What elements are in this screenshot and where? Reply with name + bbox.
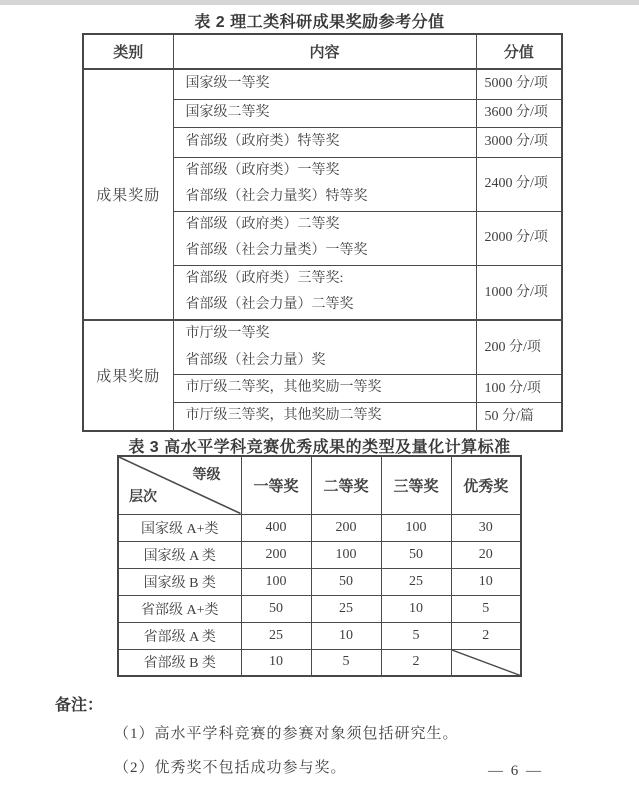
note-item-2: （2）优秀奖不包括成功参与奖。 bbox=[114, 760, 347, 776]
value-cell: 10 bbox=[451, 568, 521, 595]
table-row bbox=[118, 622, 521, 649]
score-cell: 1000 分/项 bbox=[476, 265, 562, 320]
content-cell bbox=[173, 157, 476, 211]
value-cell: 10 bbox=[381, 595, 451, 622]
content-cell: 省部级（政府类）特等奖 bbox=[173, 127, 476, 157]
value-cell: 5 bbox=[451, 595, 521, 622]
table3-col-excellence-prize: 优秀奖 bbox=[451, 456, 521, 514]
value-cell: 400 bbox=[241, 514, 311, 541]
content-line: 省部级（社会力量）奖 bbox=[185, 352, 326, 368]
table2-header-score: 分值 bbox=[476, 34, 562, 69]
empty-slash-cell bbox=[451, 649, 521, 676]
value-cell: 100 bbox=[381, 514, 451, 541]
value-cell: 25 bbox=[241, 622, 311, 649]
content-cell bbox=[173, 265, 476, 320]
value-cell: 10 bbox=[311, 622, 381, 649]
table3-col-second-prize: 二等奖 bbox=[311, 456, 381, 514]
page-number: — 6 — bbox=[488, 763, 543, 779]
content-cell: 国家级一等奖 bbox=[173, 69, 476, 99]
value-cell: 100 bbox=[311, 541, 381, 568]
table-row bbox=[118, 568, 521, 595]
value-cell: 25 bbox=[381, 568, 451, 595]
table2-title: 表 2 理工类科研成果奖励参考分值 bbox=[194, 14, 445, 31]
score-cell: 2400 分/项 bbox=[476, 157, 562, 211]
level-cell: 省部级 B 类 bbox=[118, 649, 241, 676]
score-cell: 3000 分/项 bbox=[476, 127, 562, 157]
table3-header-row bbox=[118, 456, 521, 514]
value-cell: 20 bbox=[451, 541, 521, 568]
table3-col-first-prize: 一等奖 bbox=[241, 456, 311, 514]
table2-research-awards bbox=[82, 33, 563, 432]
scan-top-bar bbox=[0, 0, 639, 5]
score-cell: 200 分/项 bbox=[476, 320, 562, 375]
level-cell: 国家级 B 类 bbox=[118, 568, 241, 595]
table3-competition-standards bbox=[117, 455, 522, 677]
notes-label: 备注： bbox=[55, 697, 104, 714]
diagonal-header-cell bbox=[118, 456, 241, 514]
table-row bbox=[83, 69, 562, 99]
category-cell: 成果奖励 bbox=[83, 320, 173, 431]
value-cell: 50 bbox=[381, 541, 451, 568]
value-cell: 50 bbox=[311, 568, 381, 595]
level-cell: 国家级 A+类 bbox=[118, 514, 241, 541]
table-row bbox=[83, 320, 562, 375]
value-cell: 2 bbox=[381, 649, 451, 676]
value-cell: 5 bbox=[311, 649, 381, 676]
table2-header-row bbox=[83, 34, 562, 69]
value-cell: 25 bbox=[311, 595, 381, 622]
diagonal-header-grade-label: 等级 bbox=[192, 466, 221, 482]
score-cell: 3600 分/项 bbox=[476, 99, 562, 127]
content-line: 省部级（社会力量奖）特等奖 bbox=[185, 189, 368, 205]
content-cell: 市厅级二等奖，其他奖励一等奖 bbox=[173, 375, 476, 403]
level-cell: 省部级 A+类 bbox=[118, 595, 241, 622]
value-cell: 5 bbox=[381, 622, 451, 649]
table-row bbox=[118, 541, 521, 568]
value-cell: 50 bbox=[241, 595, 311, 622]
content-line: 省部级（社会力量）二等奖 bbox=[185, 297, 354, 313]
diagonal-header-level-label: 层次 bbox=[129, 487, 157, 504]
content-cell: 市厅级三等奖，其他奖励二等奖 bbox=[173, 403, 476, 431]
value-cell: 30 bbox=[451, 514, 521, 541]
value-cell: 10 bbox=[241, 649, 311, 676]
score-cell: 100 分/项 bbox=[476, 375, 562, 403]
table2-header-content: 内容 bbox=[173, 34, 476, 69]
content-line: 省部级（社会力量类）一等奖 bbox=[185, 243, 368, 259]
table3-title: 表 3 高水平学科竞赛优秀成果的类型及量化计算标准 bbox=[128, 439, 511, 456]
table-row bbox=[118, 595, 521, 622]
value-cell: 200 bbox=[241, 541, 311, 568]
table-row bbox=[118, 649, 521, 676]
content-line: 市厅级一等奖 bbox=[185, 326, 270, 342]
table2-header-category: 类别 bbox=[83, 34, 173, 69]
level-cell: 国家级 A 类 bbox=[118, 541, 241, 568]
content-line: 省部级（政府类）三等奖: bbox=[185, 270, 344, 286]
value-cell: 2 bbox=[451, 622, 521, 649]
content-line: 省部级（政府类）二等奖 bbox=[185, 216, 340, 232]
score-cell: 2000 分/项 bbox=[476, 211, 562, 265]
table-row bbox=[118, 514, 521, 541]
score-cell: 50 分/篇 bbox=[476, 403, 562, 431]
value-cell: 100 bbox=[241, 568, 311, 595]
value-cell: 200 bbox=[311, 514, 381, 541]
content-cell bbox=[173, 211, 476, 265]
content-cell: 国家级二等奖 bbox=[173, 99, 476, 127]
table3-col-third-prize: 三等奖 bbox=[381, 456, 451, 514]
content-line: 省部级（政府类）一等奖 bbox=[185, 162, 340, 178]
diagonal-line bbox=[452, 650, 521, 676]
content-cell bbox=[173, 320, 476, 375]
score-cell: 5000 分/项 bbox=[476, 69, 562, 99]
level-cell: 省部级 A 类 bbox=[118, 622, 241, 649]
note-item-1: （1）高水平学科竞赛的参赛对象须包括研究生。 bbox=[114, 726, 459, 742]
category-cell: 成果奖励 bbox=[83, 69, 173, 320]
